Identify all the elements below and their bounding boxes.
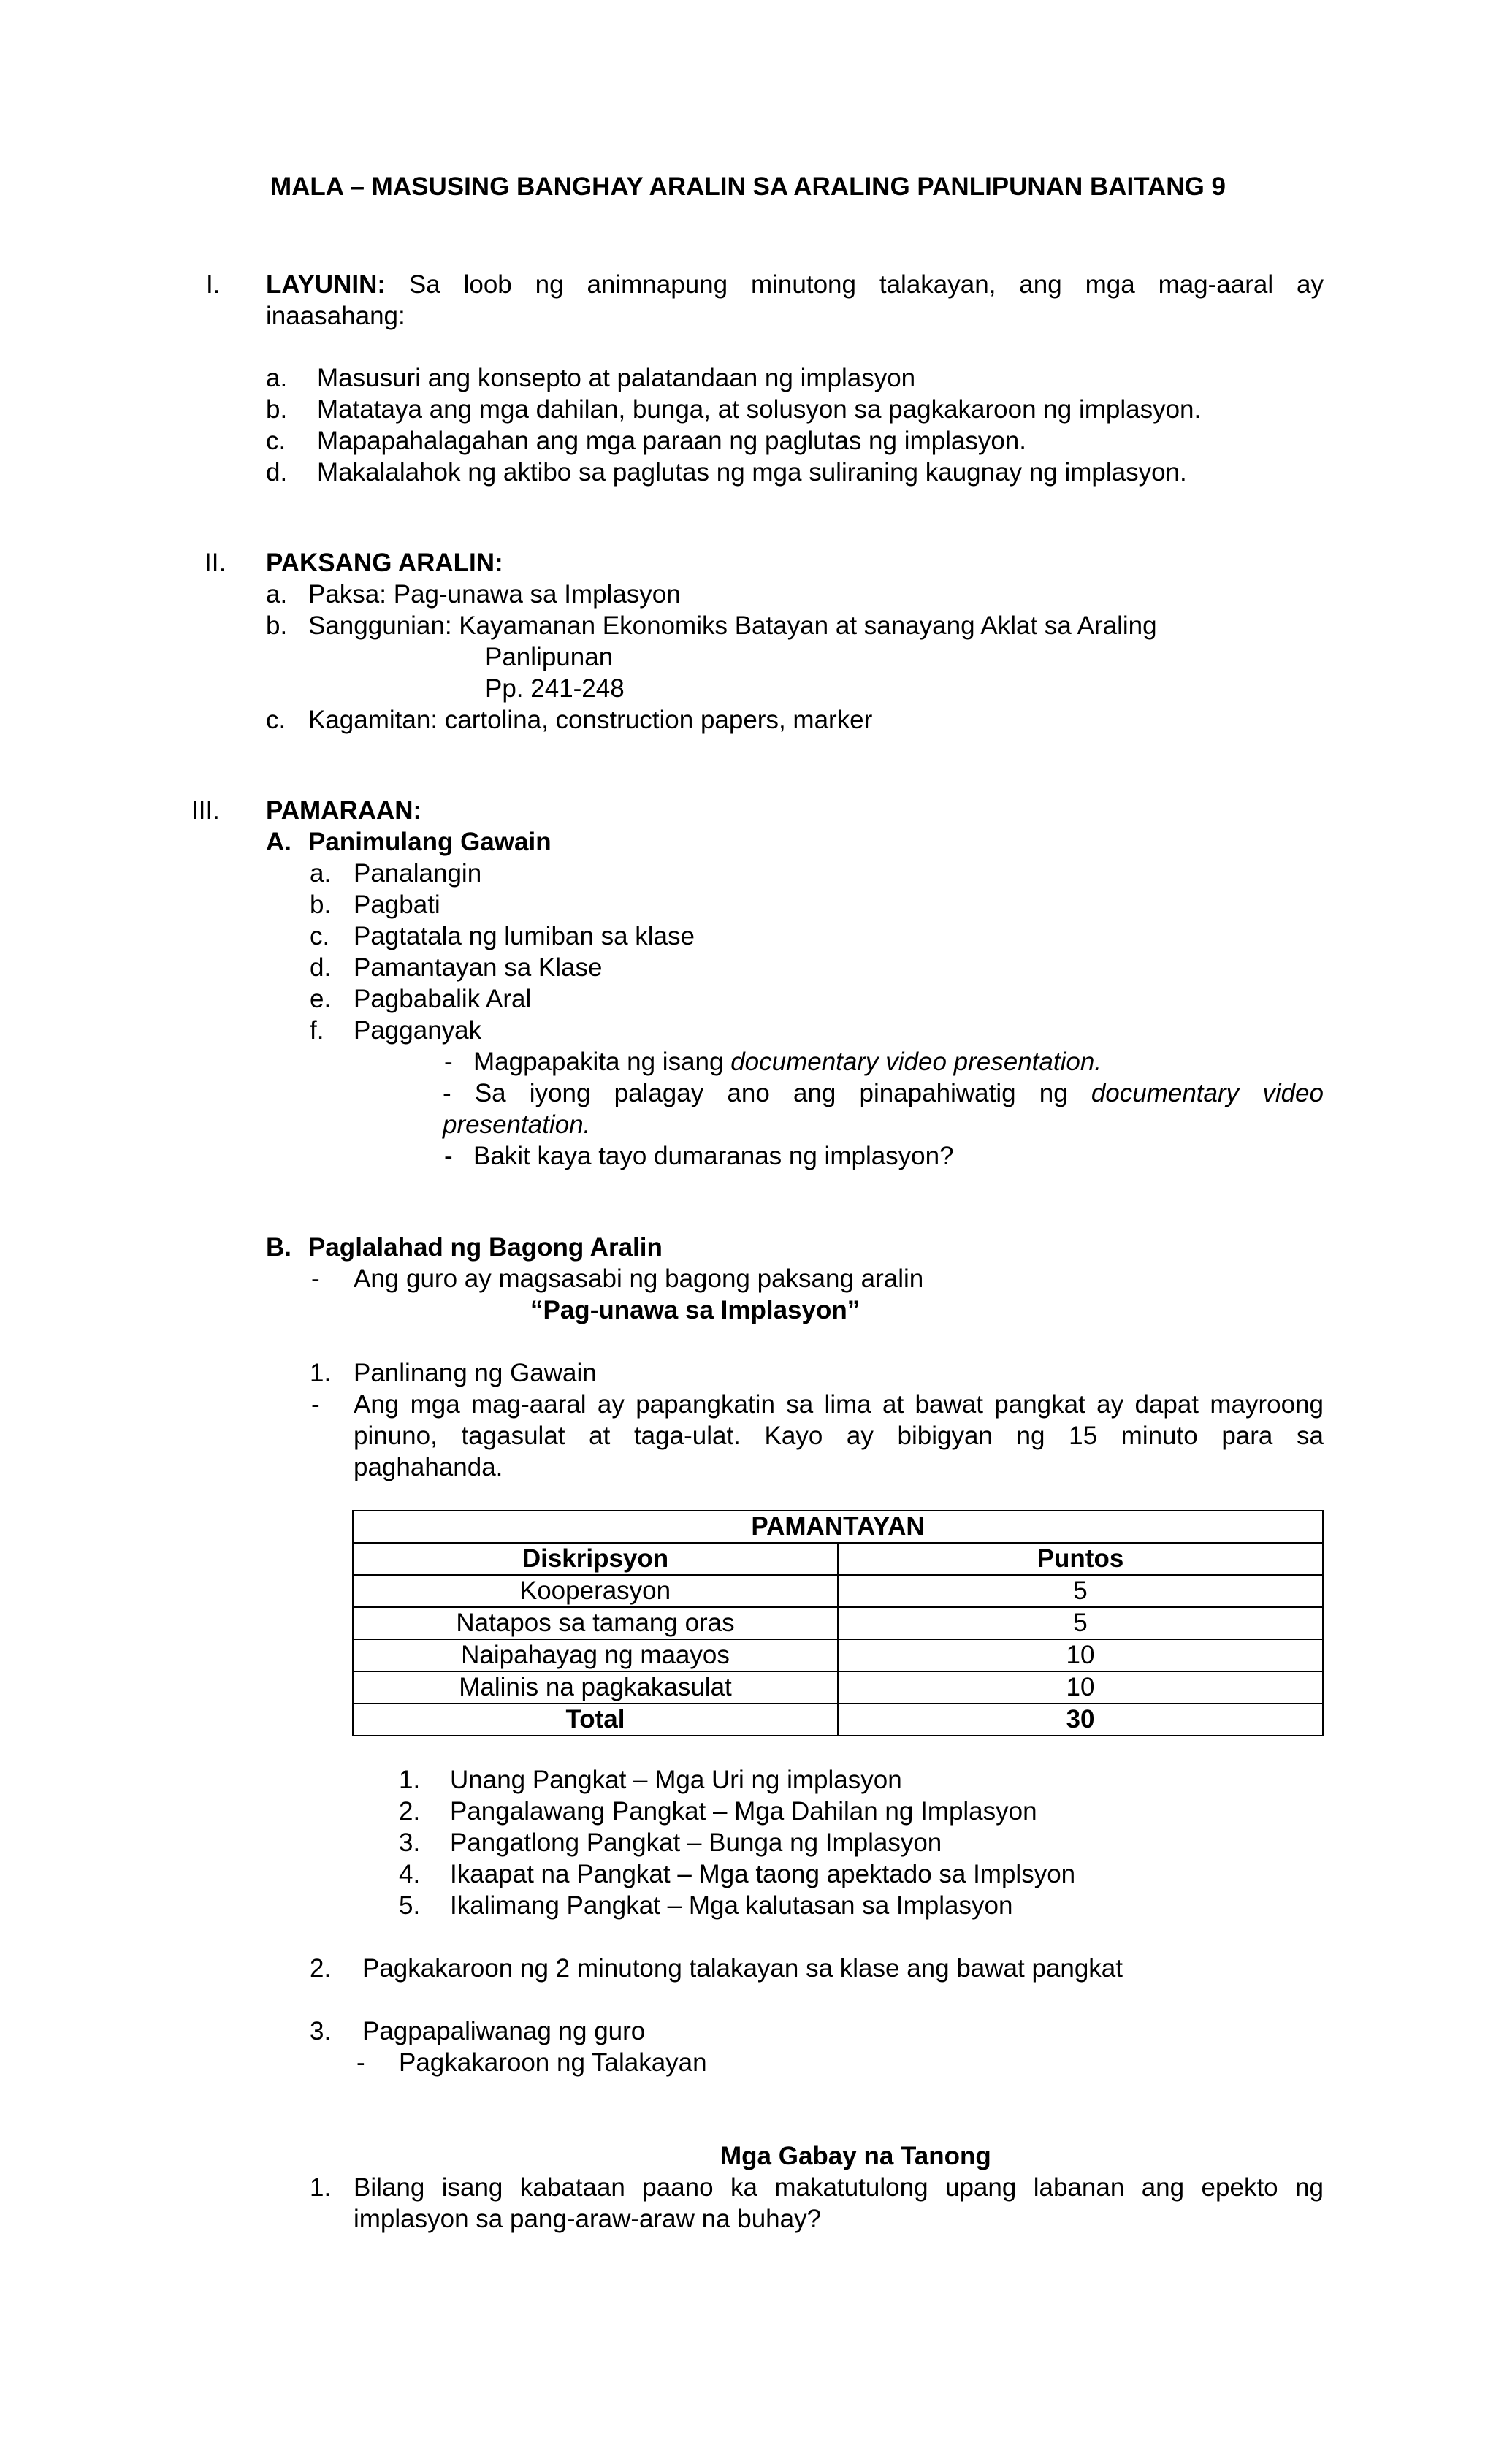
step-text: Pagkakaroon ng 2 minutong talakayan sa klase ang bawat pangkat [362, 1954, 1123, 1983]
list-letter: f. [310, 1016, 324, 1045]
dash-bullet: - [443, 1079, 451, 1107]
table-row [353, 1511, 1323, 1543]
pagganyak-line-2 [443, 1077, 1324, 1109]
step-number: 3. [310, 2017, 332, 2045]
step-text: Panlinang ng Gawain [354, 1359, 597, 1387]
list-letter: c. [266, 427, 286, 455]
group-number: 2. [399, 1797, 421, 1826]
dash-bullet: - [444, 1048, 453, 1076]
step-text: Pagpapaliwanag ng guro [362, 2017, 646, 2045]
column-header-points: Puntos [838, 1543, 1323, 1575]
gabay-heading: Mga Gabay na Tanong [720, 2142, 991, 2170]
list-item: Matataya ang mga dahilan, bunga, at solusyon sa pagkakaroon ng implasyon. [317, 395, 1202, 424]
section-number: III. [191, 796, 220, 825]
pagganyak-line-2-text: Sa iyong palagay ano ang pinapahiwatig ng [474, 1079, 1068, 1107]
table-cell: 5 [838, 1607, 1323, 1639]
table-row [353, 1704, 1323, 1736]
table-row [353, 1607, 1323, 1639]
list-letter: a. [310, 859, 332, 888]
table-cell: 10 [838, 1671, 1323, 1704]
step-number: 2. [310, 1954, 332, 1983]
pamaraan-heading: PAMARAAN: [266, 796, 422, 825]
panimulang-heading: Panimulang Gawain [308, 828, 552, 856]
step-desc-line-3: paghahanda. [354, 1453, 503, 1481]
section-number: I. [206, 270, 221, 299]
paglalahad-text: Ang guro ay magsasabi ng bagong paksang aralin [354, 1265, 924, 1293]
page-title: MALA – MASUSING BANGHAY ARALIN SA ARALING PANLIPUNAN BAITANG 9 [270, 172, 1226, 201]
step-number: 1. [310, 1359, 332, 1387]
group-number: 1. [399, 1766, 421, 1794]
subsection-letter: B. [266, 1233, 291, 1262]
list-letter: b. [266, 611, 288, 640]
group-item: Ikalimang Pangkat – Mga kalutasan sa Implasyon [450, 1891, 1013, 1920]
list-letter: b. [266, 395, 288, 424]
list-item: Pagbabalik Aral [354, 985, 532, 1013]
rubric-table [352, 1510, 1324, 1736]
group-item: Pangatlong Pangkat – Bunga ng Implasyon [450, 1828, 942, 1857]
table-row [353, 1639, 1323, 1671]
pagganyak-line-2-emph: documentary video [1091, 1079, 1324, 1107]
layunin-intro-cont: inaasahang: [266, 302, 405, 330]
sanggunian-text: Sanggunian: Kayamanan Ekonomiks Batayan at sanayang Aklat sa Araling [308, 611, 1157, 640]
sanggunian-pages: Pp. 241-248 [485, 674, 625, 703]
subsection-letter: A. [266, 828, 291, 856]
pagganyak-line-3: Bakit kaya tayo dumaranas ng implasyon? [473, 1142, 954, 1170]
list-item: Pamantayan sa Klase [354, 953, 603, 982]
table-row [353, 1543, 1323, 1575]
layunin-intro-text: Sa loob ng animnapung minutong talakayan, ang mga mag-aaral ay [408, 270, 1324, 299]
kagamitan-text: Kagamitan: cartolina, construction papers, marker [308, 706, 873, 734]
pagganyak-line-2-cont: presentation. [443, 1110, 591, 1139]
group-number: 5. [399, 1891, 421, 1920]
group-item: Pangalawang Pangkat – Mga Dahilan ng Implasyon [450, 1797, 1037, 1826]
layunin-intro [266, 269, 1324, 300]
list-letter: d. [310, 953, 332, 982]
question-line-2: implasyon sa pang-araw-araw na buhay? [354, 2205, 822, 2233]
dash-bullet: - [356, 2048, 365, 2077]
group-number: 4. [399, 1860, 421, 1888]
step-sub-text: Pagkakaroon ng Talakayan [399, 2048, 707, 2077]
list-letter: b. [310, 890, 332, 919]
list-item: Pagbati [354, 890, 440, 919]
column-header-description: Diskripsyon [353, 1543, 838, 1575]
table-cell: Kooperasyon [353, 1575, 838, 1607]
pagganyak-line-1: Magpapakita ng isang documentary video presentation. [473, 1048, 1102, 1076]
dash-bullet: - [444, 1142, 453, 1170]
list-item: Pagganyak [354, 1016, 482, 1045]
list-item: Mapapahalagahan ang mga paraan ng paglutas ng implasyon. [317, 427, 1026, 455]
table-row [353, 1575, 1323, 1607]
table-cell: 5 [838, 1575, 1323, 1607]
dash-bullet: - [311, 1390, 320, 1419]
lesson-topic: “Pag-unawa sa Implasyon” [530, 1296, 860, 1324]
list-letter: d. [266, 458, 288, 487]
total-label: Total [353, 1704, 838, 1736]
question-line-1: Bilang isang kabataan paano ka makatutulong upang labanan ang epekto ng [354, 2173, 1324, 2202]
sanggunian-cont: Panlipunan [485, 643, 614, 671]
list-letter: e. [310, 985, 332, 1013]
paksang-heading: PAKSANG ARALIN: [266, 549, 503, 577]
list-letter: c. [310, 922, 330, 950]
section-number: II. [205, 549, 226, 577]
group-number: 3. [399, 1828, 421, 1857]
dash-bullet: - [311, 1265, 320, 1293]
step-desc-line-2: pinuno, tagasulat at taga-ulat. Kayo ay bibigyan ng 15 minuto para sa [354, 1422, 1324, 1450]
table-cell: Naipahayag ng maayos [353, 1639, 838, 1671]
list-item: Panalangin [354, 859, 482, 888]
list-letter: a. [266, 364, 288, 392]
list-letter: a. [266, 580, 288, 609]
paglalahad-heading: Paglalahad ng Bagong Aralin [308, 1233, 663, 1262]
step-desc-line-1: Ang mga mag-aaral ay papangkatin sa lima at bawat pangkat ay dapat mayroong [354, 1390, 1324, 1419]
list-item: Makalalahok ng aktibo sa paglutas ng mga suliraning kaugnay ng implasyon. [317, 458, 1187, 487]
layunin-heading: LAYUNIN: [266, 270, 386, 299]
list-item: Pagtatala ng lumiban sa klase [354, 922, 695, 950]
question-number: 1. [310, 2173, 332, 2202]
table-cell: Natapos sa tamang oras [353, 1607, 838, 1639]
paksa-text: Paksa: Pag-unawa sa Implasyon [308, 580, 681, 609]
table-row [353, 1671, 1323, 1704]
total-points: 30 [838, 1704, 1323, 1736]
list-item: Masusuri ang konsepto at palatandaan ng implasyon [317, 364, 916, 392]
group-item: Ikaapat na Pangkat – Mga taong apektado sa Implsyon [450, 1860, 1076, 1888]
rubric-title: PAMANTAYAN [353, 1511, 1323, 1543]
table-cell: Malinis na pagkakasulat [353, 1671, 838, 1704]
list-letter: c. [266, 706, 286, 734]
group-item: Unang Pangkat – Mga Uri ng implasyon [450, 1766, 902, 1794]
table-cell: 10 [838, 1639, 1323, 1671]
